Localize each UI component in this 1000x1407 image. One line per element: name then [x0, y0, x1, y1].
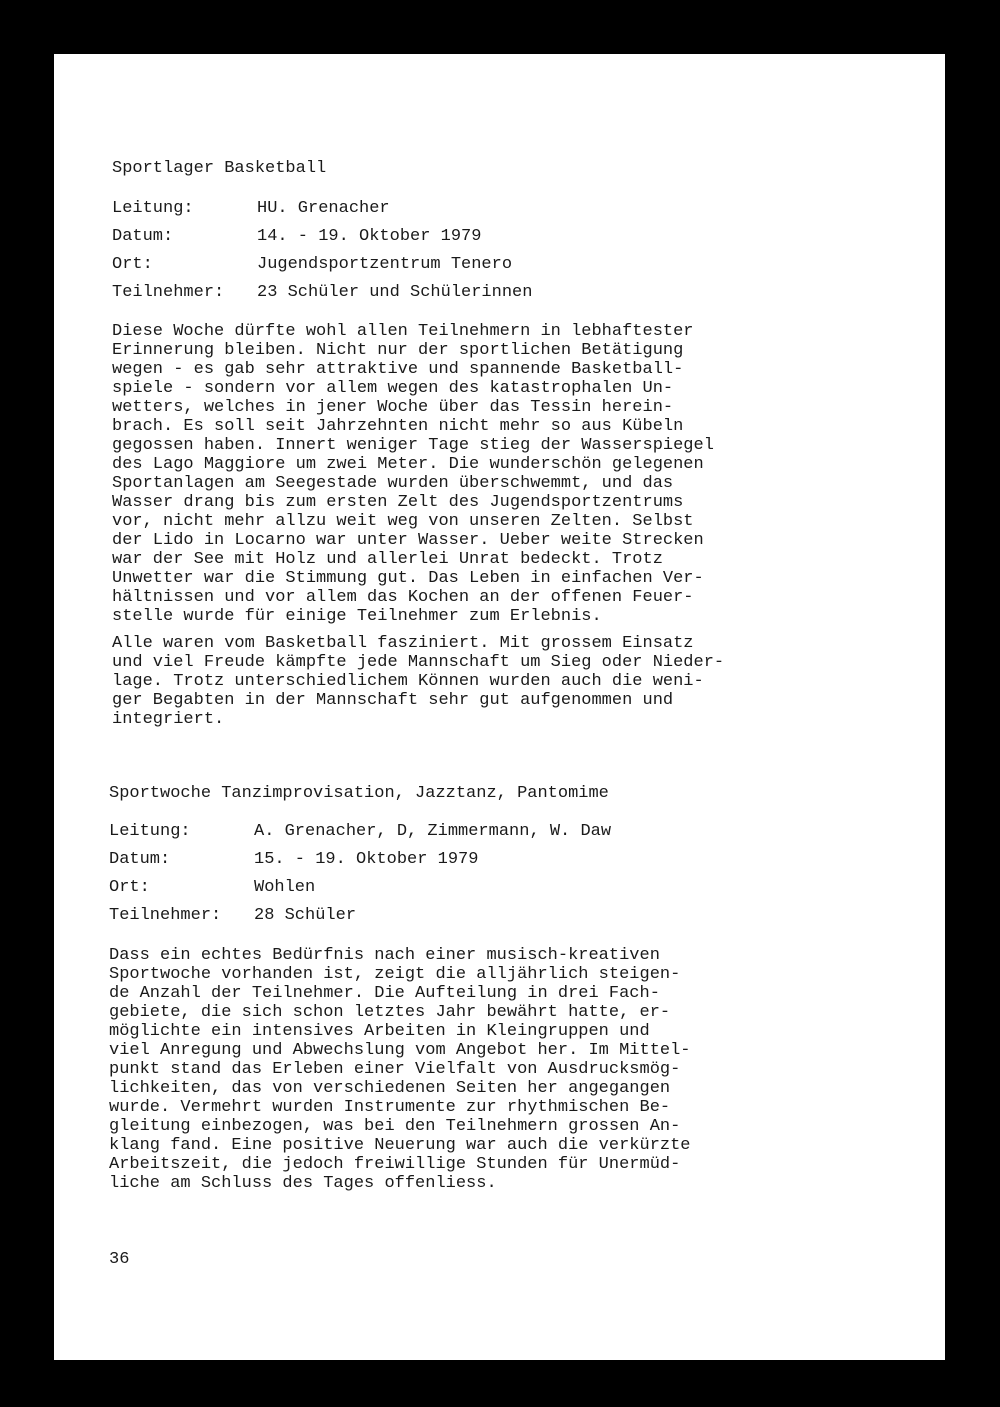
text-line: lichkeiten, das von verschiedenen Seiten her angegangen — [109, 1079, 671, 1098]
info-label: Datum: — [109, 850, 171, 869]
info-label: Datum: — [112, 227, 174, 246]
paragraph — [109, 946, 829, 1193]
info-row-leitung — [112, 199, 812, 219]
text-line: spiele - sondern vor allem wegen des katastrophalen Un- — [112, 379, 674, 398]
text-line: gleitung einbezogen, was bei den Teilnehmern grossen An- — [109, 1117, 681, 1136]
section-title: Sportwoche Tanzimprovisation, Jazztanz, Pantomime — [109, 784, 609, 803]
text-line: möglichte ein intensives Arbeiten in Kleingruppen und — [109, 1022, 650, 1041]
document-page — [54, 54, 945, 1360]
info-row-ort — [112, 255, 812, 275]
info-row-datum — [109, 850, 829, 870]
text-line: Erinnerung bleiben. Nicht nur der sportlichen Betätigung — [112, 341, 684, 360]
text-line: integriert. — [112, 710, 225, 729]
text-line: des Lago Maggiore um zwei Meter. Die wunderschön gelegenen — [112, 455, 704, 474]
text-line: Wasser drang bis zum ersten Zelt des Jugendsportzentrums — [112, 493, 684, 512]
text-line: Arbeitszeit, die jedoch freiwillige Stunden für Unermüd- — [109, 1155, 681, 1174]
text-line: hältnissen und vor allem das Kochen an der offenen Feuer- — [112, 588, 694, 607]
text-line: Diese Woche dürfte wohl allen Teilnehmern in lebhaftester — [112, 322, 694, 341]
text-line: Alle waren vom Basketball fasziniert. Mit grossem Einsatz — [112, 634, 694, 653]
info-value: Jugendsportzentrum Tenero — [257, 255, 513, 274]
text-line: Sportwoche vorhanden ist, zeigt die alljährlich steigen- — [109, 965, 681, 984]
text-line: war der See mit Holz und allerlei Unrat bedeckt. Trotz — [112, 550, 663, 569]
info-value: 28 Schüler — [254, 906, 357, 925]
info-row-datum — [112, 227, 812, 247]
text-line: und viel Freude kämpfte jede Mannschaft um Sieg oder Nieder- — [112, 653, 725, 672]
text-line: der Lido in Locarno war unter Wasser. Ueber weite Strecken — [112, 531, 704, 550]
info-value: A. Grenacher, D, Zimmermann, W. Daw — [254, 822, 612, 841]
info-label: Leitung: — [109, 822, 191, 841]
info-table — [109, 822, 829, 926]
text-line: brach. Es soll seit Jahrzehnten nicht mehr so aus Kübeln — [112, 417, 684, 436]
info-row-teilnehmer — [112, 283, 812, 303]
text-line: de Anzahl der Teilnehmer. Die Aufteilung in drei Fach- — [109, 984, 660, 1003]
text-line: liche am Schluss des Tages offenliess. — [109, 1174, 497, 1193]
text-line: gebiete, die sich schon letztes Jahr bewährt hatte, er- — [109, 1003, 671, 1022]
section-tanz — [109, 784, 829, 1193]
info-value: 14. - 19. Oktober 1979 — [257, 227, 482, 246]
info-value: Wohlen — [254, 878, 316, 897]
info-label: Leitung: — [112, 199, 194, 218]
info-value: 15. - 19. Oktober 1979 — [254, 850, 479, 869]
text-line: Sportanlagen am Seegestade wurden überschwemmt, und das — [112, 474, 674, 493]
text-line: gegossen haben. Innert weniger Tage stieg der Wasserspiegel — [112, 436, 714, 455]
info-label: Ort: — [112, 255, 153, 274]
text-line: stelle wurde für einige Teilnehmer zum Erlebnis. — [112, 607, 602, 626]
text-line: wetters, welches in jener Woche über das Tessin herein- — [112, 398, 674, 417]
info-value: HU. Grenacher — [257, 199, 390, 218]
paragraph — [112, 322, 812, 626]
info-row-ort — [109, 878, 829, 898]
text-line: Dass ein echtes Bedürfnis nach einer musisch-kreativen — [109, 946, 660, 965]
text-line: vor, nicht mehr allzu weit weg von unseren Zelten. Selbst — [112, 512, 694, 531]
text-line: klang fand. Eine positive Neuerung war auch die verkürzte — [109, 1136, 691, 1155]
info-row-teilnehmer — [109, 906, 829, 926]
info-label: Teilnehmer: — [109, 906, 222, 925]
info-value: 23 Schüler und Schülerinnen — [257, 283, 533, 302]
info-label: Ort: — [109, 878, 150, 897]
text-line: wurde. Vermehrt wurden Instrumente zur rhythmischen Be- — [109, 1098, 671, 1117]
info-table — [112, 199, 812, 303]
info-row-leitung — [109, 822, 829, 842]
text-line: ger Begabten in der Mannschaft sehr gut aufgenommen und — [112, 691, 674, 710]
text-line: viel Anregung und Abwechslung vom Angebot her. Im Mittel- — [109, 1041, 691, 1060]
section-title: Sportlager Basketball — [112, 159, 327, 178]
text-line: punkt stand das Erleben einer Vielfalt von Ausdrucksmög- — [109, 1060, 681, 1079]
text-line: wegen - es gab sehr attraktive und spannende Basketball- — [112, 360, 684, 379]
info-label: Teilnehmer: — [112, 283, 225, 302]
section-basketball — [112, 159, 812, 729]
paragraph — [112, 634, 812, 729]
text-line: Unwetter war die Stimmung gut. Das Leben in einfachen Ver- — [112, 569, 704, 588]
page-number: 36 — [109, 1250, 130, 1269]
text-line: lage. Trotz unterschiedlichem Können wurden auch die weni- — [112, 672, 704, 691]
